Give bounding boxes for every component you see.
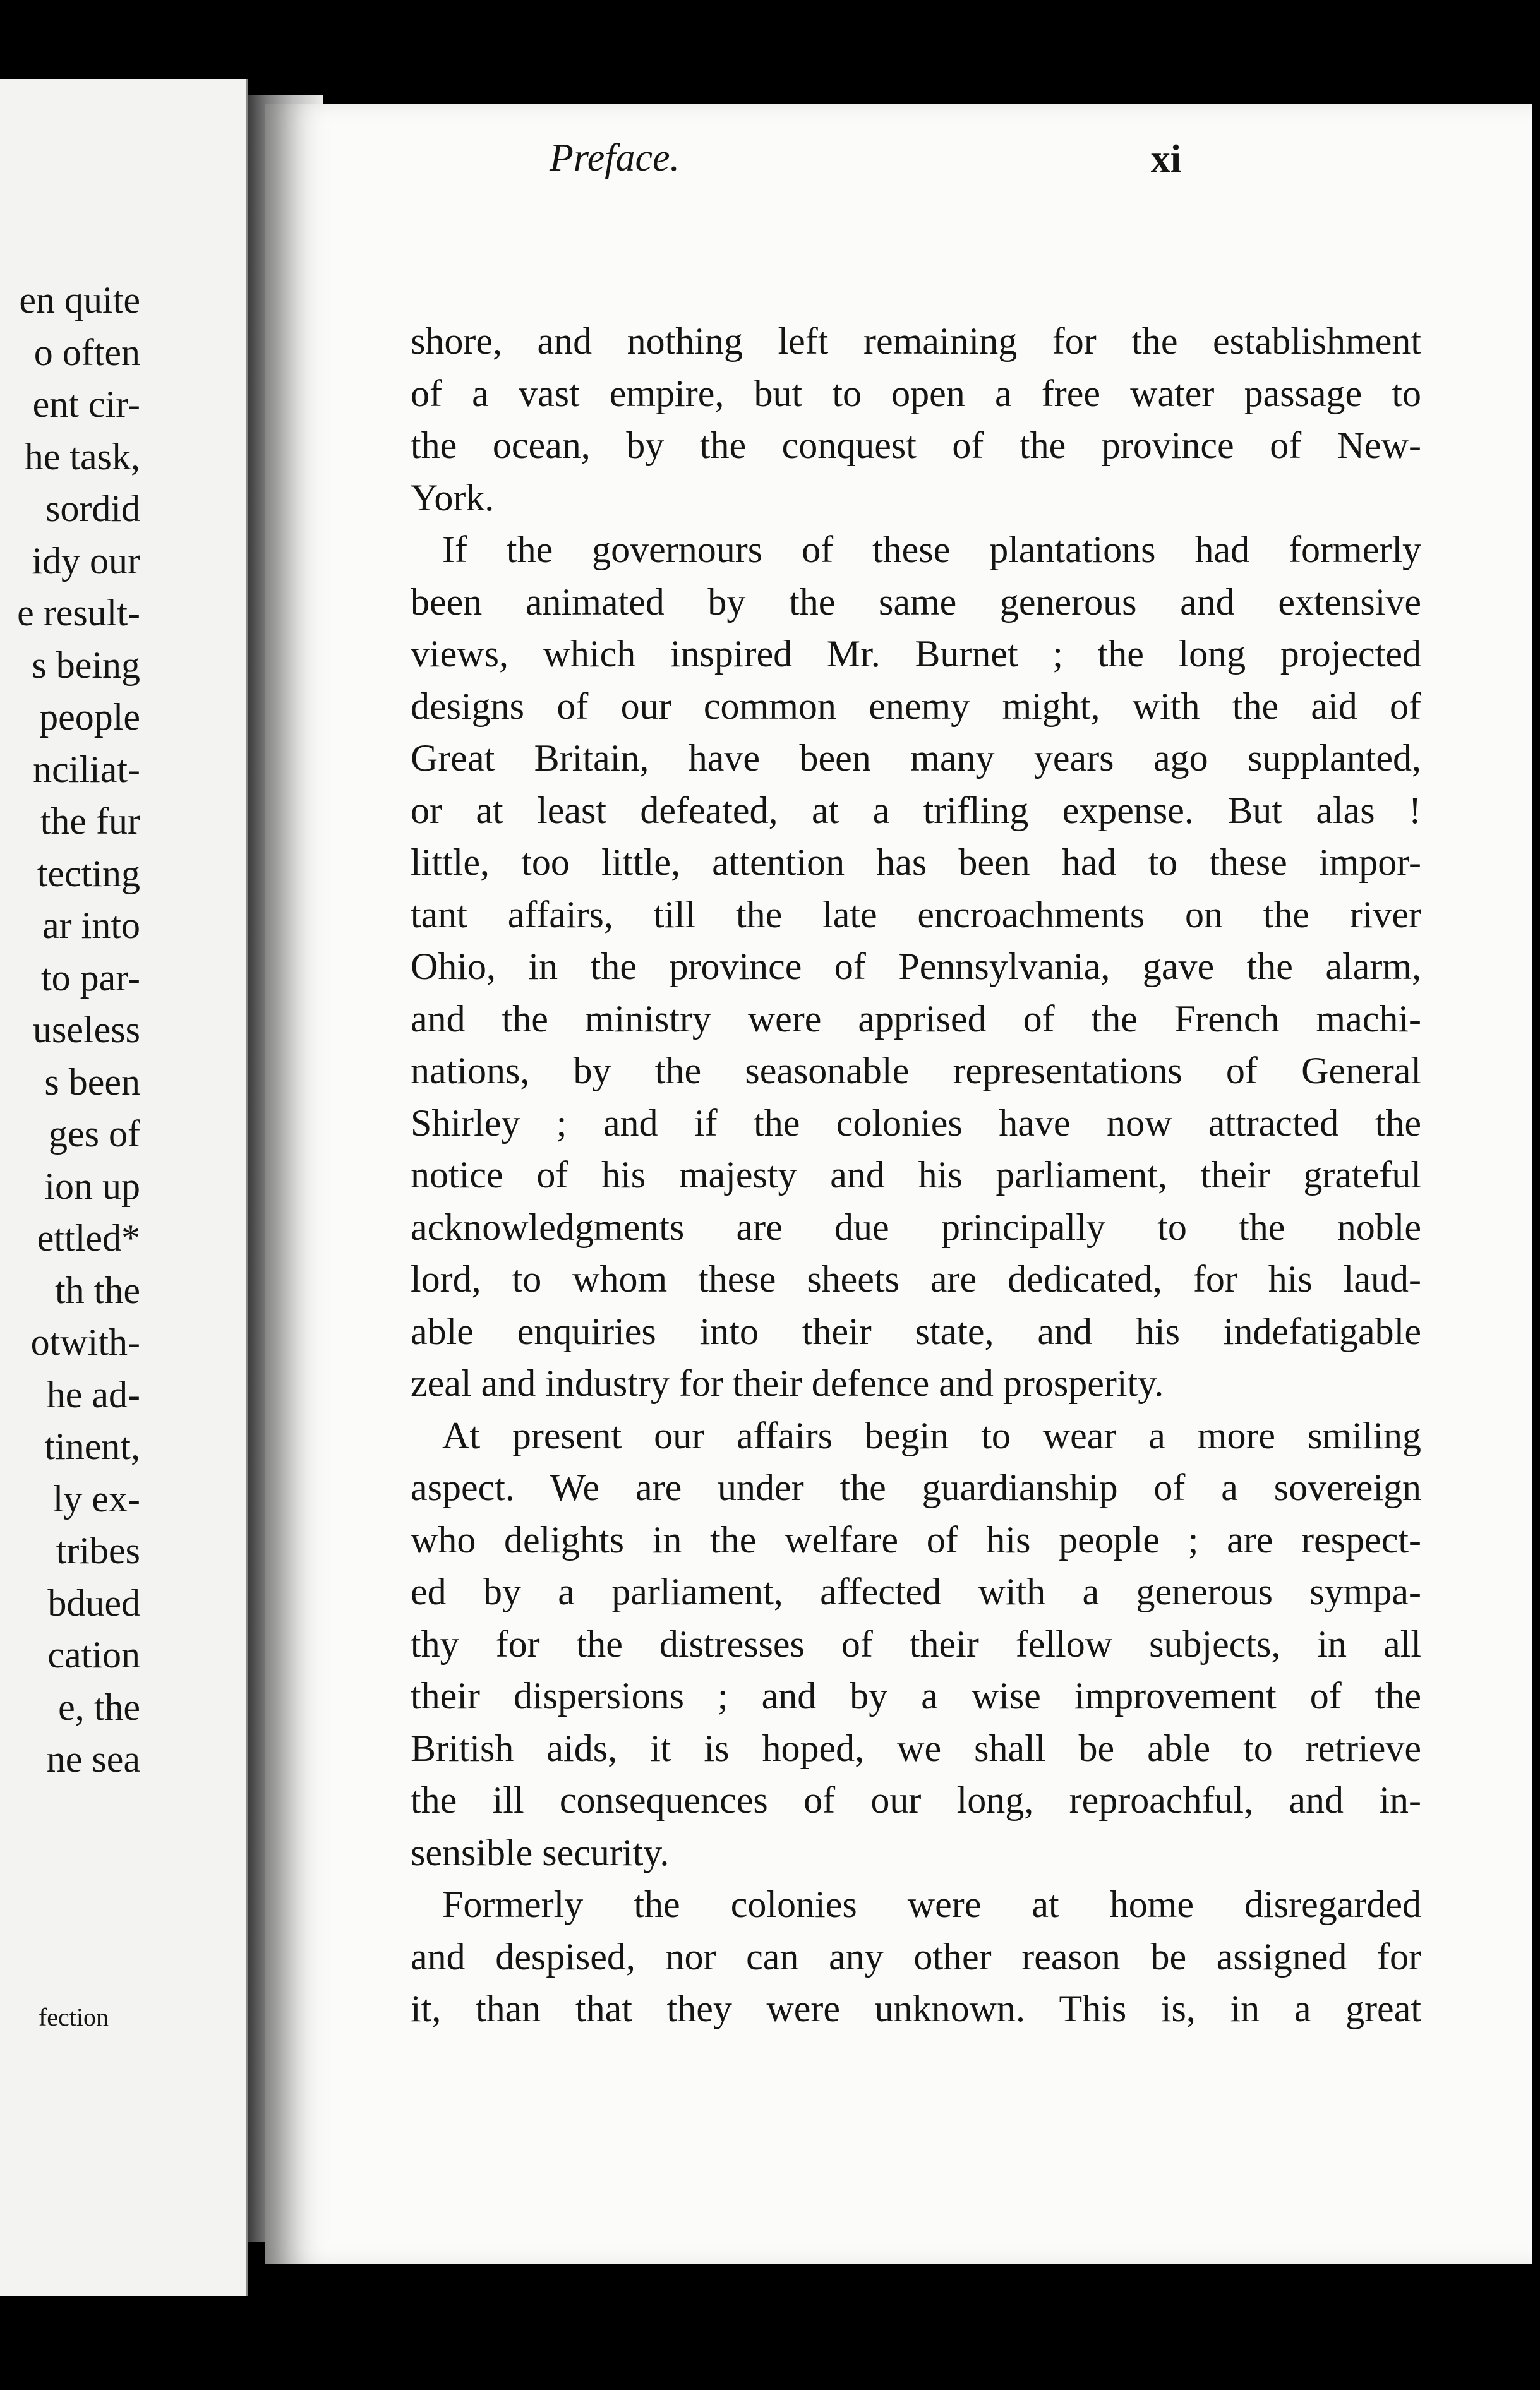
running-head: Preface. <box>550 136 680 179</box>
text-line: little, too little, attention has been had to these impor- <box>411 841 1421 883</box>
text-line: Formerly the colonies were at home disregarded <box>442 1883 1421 1925</box>
text-line: thy for the distresses of their fellow subjects, in all <box>411 1623 1421 1665</box>
text-line: and the ministry were apprised of the French machi- <box>411 997 1421 1040</box>
left-page-line: otwith- <box>30 1321 140 1363</box>
text-line: tant affairs, till the late encroachments on the river <box>411 893 1421 935</box>
text-line: If the governours of these plantations had formerly <box>442 529 1421 570</box>
text-line: or at least defeated, at a trifling expense. But alas ! <box>411 789 1421 831</box>
body-text <box>411 322 1421 2042</box>
left-page-line: tecting <box>37 852 140 894</box>
page-header <box>550 136 1181 193</box>
text-line: ed by a parliament, affected with a generous sympa- <box>411 1571 1421 1612</box>
text-line: zeal and industry for their defence and prosperity. <box>411 1362 1164 1404</box>
text-line: of a vast empire, but to open a free water passage to <box>411 372 1421 414</box>
text-line: their dispersions ; and by a wise improvement of the <box>411 1675 1421 1717</box>
text-line: designs of our common enemy might, with the aid of <box>411 685 1421 727</box>
text-line: York. <box>411 476 495 519</box>
text-line: British aids, it is hoped, we shall be able to retrieve <box>411 1727 1421 1769</box>
left-page-line: nciliat- <box>33 748 140 790</box>
left-page-line: e, the <box>58 1686 140 1728</box>
text-line: At present our affairs begin to wear a more smiling <box>442 1414 1421 1456</box>
left-page-line: tinent, <box>44 1426 140 1467</box>
left-page-line: the fur <box>40 800 140 842</box>
left-page-line: to par- <box>40 956 140 999</box>
paragraph <box>411 322 1421 531</box>
text-line: nations, by the seasonable representations of General <box>411 1050 1421 1091</box>
left-page-line: ges of <box>49 1113 140 1155</box>
left-page-line: s been <box>44 1060 140 1103</box>
left-page-line: ion up <box>44 1165 140 1207</box>
text-line: Shirley ; and if the colonies have now attracted the <box>411 1102 1421 1144</box>
left-page-line: people <box>39 696 140 738</box>
left-page-line: e result- <box>17 592 140 634</box>
left-page-line: en quite <box>19 279 140 321</box>
left-page-line: bdued <box>47 1582 140 1624</box>
left-page-line: s being <box>32 644 140 686</box>
text-line: notice of his majesty and his parliament, their grateful <box>411 1154 1421 1196</box>
text-line: views, which inspired Mr. Burnet ; the long projected <box>411 633 1421 675</box>
left-page-line: he ad- <box>46 1373 140 1415</box>
text-line: able enquiries into their state, and his indefatigable <box>411 1310 1421 1352</box>
left-page-line: sordid <box>45 488 140 529</box>
left-page-line: useless <box>33 1009 140 1050</box>
text-line: Ohio, in the province of Pennsylvania, gave the alarm, <box>411 946 1421 987</box>
text-line: been animated by the same generous and extensive <box>411 580 1421 623</box>
text-line: aspect. We are under the guardianship of a sovereign <box>411 1467 1421 1508</box>
text-line: acknowledgments are due principally to the noble <box>411 1206 1421 1248</box>
paragraph <box>411 1414 1421 1886</box>
text-line: sensible security. <box>411 1831 670 1873</box>
text-line: the ocean, by the conquest of the province of New- <box>411 424 1421 466</box>
text-line: it, than that they were unknown. This is, in a great <box>411 1988 1421 2029</box>
left-page-line: he task, <box>24 435 140 477</box>
text-line: shore, and nothing left remaining for the establishment <box>411 320 1421 362</box>
text-line: and despised, nor can any other reason be assigned for <box>411 1935 1421 1978</box>
paragraph <box>411 1885 1421 2042</box>
left-page <box>0 79 248 2296</box>
left-page-line: th the <box>55 1269 140 1311</box>
text-line: lord, to whom these sheets are dedicated, for his laud- <box>411 1258 1421 1300</box>
left-page-line: ettled* <box>37 1217 140 1259</box>
left-page-line: idy our <box>32 539 140 582</box>
left-page-line: o often <box>33 331 140 373</box>
left-page-line: tribes <box>56 1530 140 1571</box>
paragraph <box>411 531 1421 1417</box>
left-page-footnote: fection <box>38 2003 109 2031</box>
text-line: Great Britain, have been many years ago supplanted, <box>411 737 1421 779</box>
left-page-line: cation <box>47 1634 140 1676</box>
left-page-line: ly ex- <box>52 1477 140 1520</box>
text-line: the ill consequences of our long, reproachful, and in- <box>411 1779 1421 1821</box>
left-page-line: ne sea <box>46 1738 140 1780</box>
left-page-line: ent cir- <box>32 383 140 425</box>
page-number: xi <box>1150 138 1181 181</box>
left-page-line: ar into <box>42 904 140 946</box>
text-line: who delights in the welfare of his people ; are respect- <box>411 1518 1421 1561</box>
